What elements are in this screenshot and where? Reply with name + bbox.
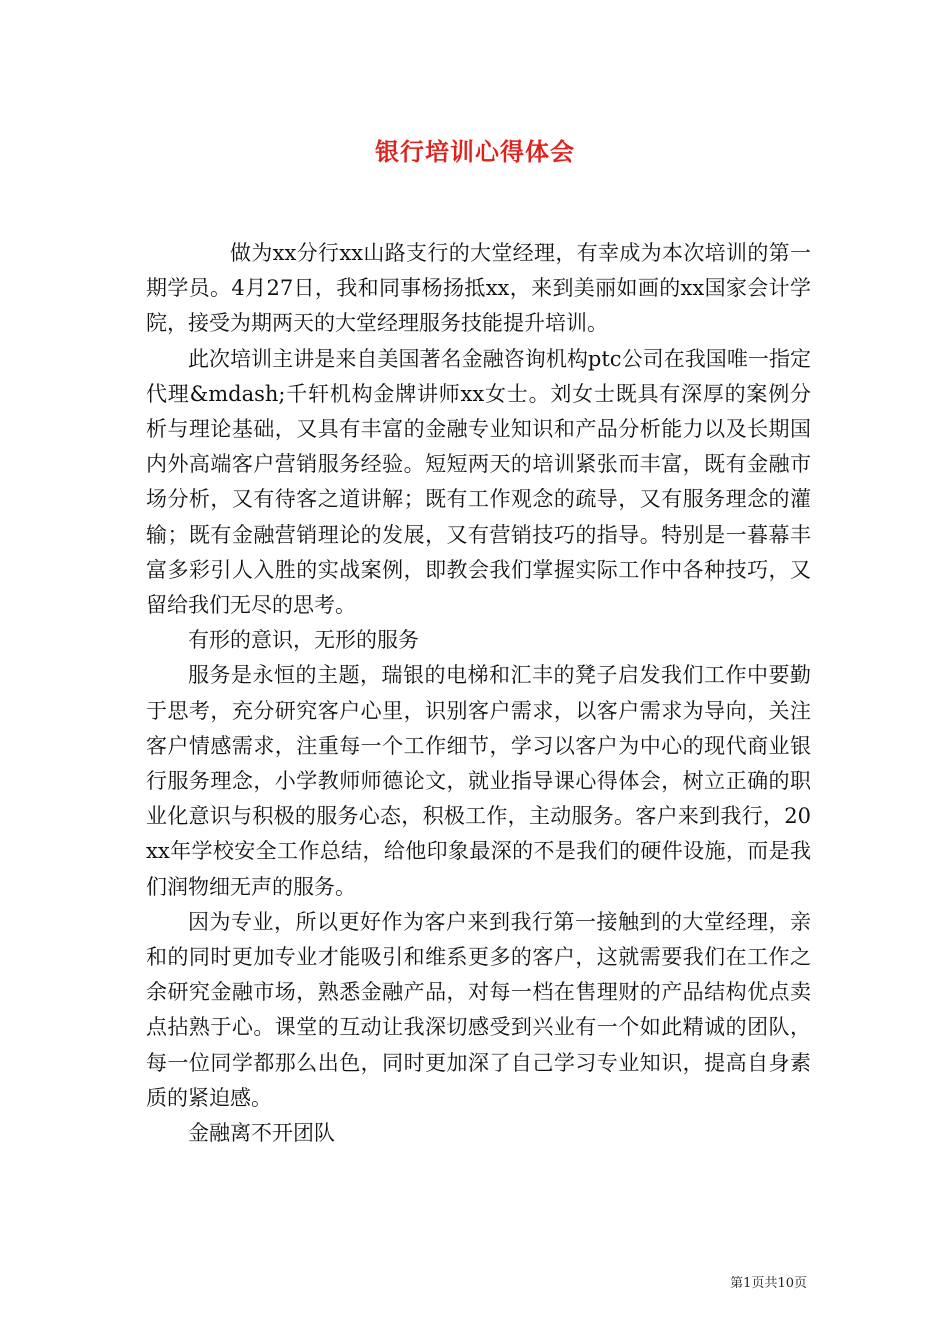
paragraph-intro: 做为xx分行xx山路支行的大堂经理，有幸成为本次培训的第一期学员。4月27日，我和同事杨扬抵xx，来到美丽如画的xx国家会计学院，接受为期两天的大堂经理服务技能提升培训。: [146, 241, 811, 336]
section-heading-team: 金融离不开团队: [188, 1121, 335, 1146]
section-heading-service: 有形的意识，无形的服务: [188, 628, 419, 653]
document-title: 银行培训心得体会: [375, 137, 575, 166]
paragraph-service: 服务是永恒的主题，瑞银的电梯和汇丰的凳子启发我们工作中要勤于思考，充分研究客户心里，识别客户需求，以客户需求为导向，关注客户情感需求，注重每一个工作细节，学习以客户为中心的现代商业银行服务理念，小学教师师德论文，就业指导课心得体会，树立正确的职业化意识与积极的服务心态，积极工作，主动服务。客户来到我行，20xx年学校安全工作总结，给他印象最深的不是我们的硬件设施，而是我们润物细无声的服务。: [146, 663, 811, 899]
page-number-footer: 第1页共10页: [730, 1276, 807, 1291]
document-body: [146, 236, 811, 1151]
paragraph-training-overview: 此次培训主讲是来自美国著名金融咨询机构ptc公司在我国唯一指定代理&mdash;千轩机构金牌讲师xx女士。刘女士既具有深厚的案例分析与理论基础，又具有丰富的金融专业知识和产品分析能力以及长期国内外高端客户营销服务经验。短短两天的培训紧张而丰富，既有金融市场分析，又有待客之道讲解；既有工作观念的疏导，又有服务理念的灌输；既有金融营销理论的发展，又有营销技巧的指导。特别是一暮幕丰富多彩引人入胜的实战案例，即教会我们掌握实际工作中各种技巧，又留给我们无尽的思考。: [146, 346, 811, 618]
paragraph-professional: 因为专业，所以更好作为客户来到我行第一接触到的大堂经理，亲和的同时更加专业才能吸引和维系更多的客户，这就需要我们在工作之余研究金融市场，熟悉金融产品，对每一档在售理财的产品结构优点卖点拈熟于心。课堂的互动让我深切感受到兴业有一个如此精诚的团队，每一位同学都那么出色，同时更加深了自己学习专业知识，提高自身素质的紧迫感。: [146, 909, 811, 1110]
